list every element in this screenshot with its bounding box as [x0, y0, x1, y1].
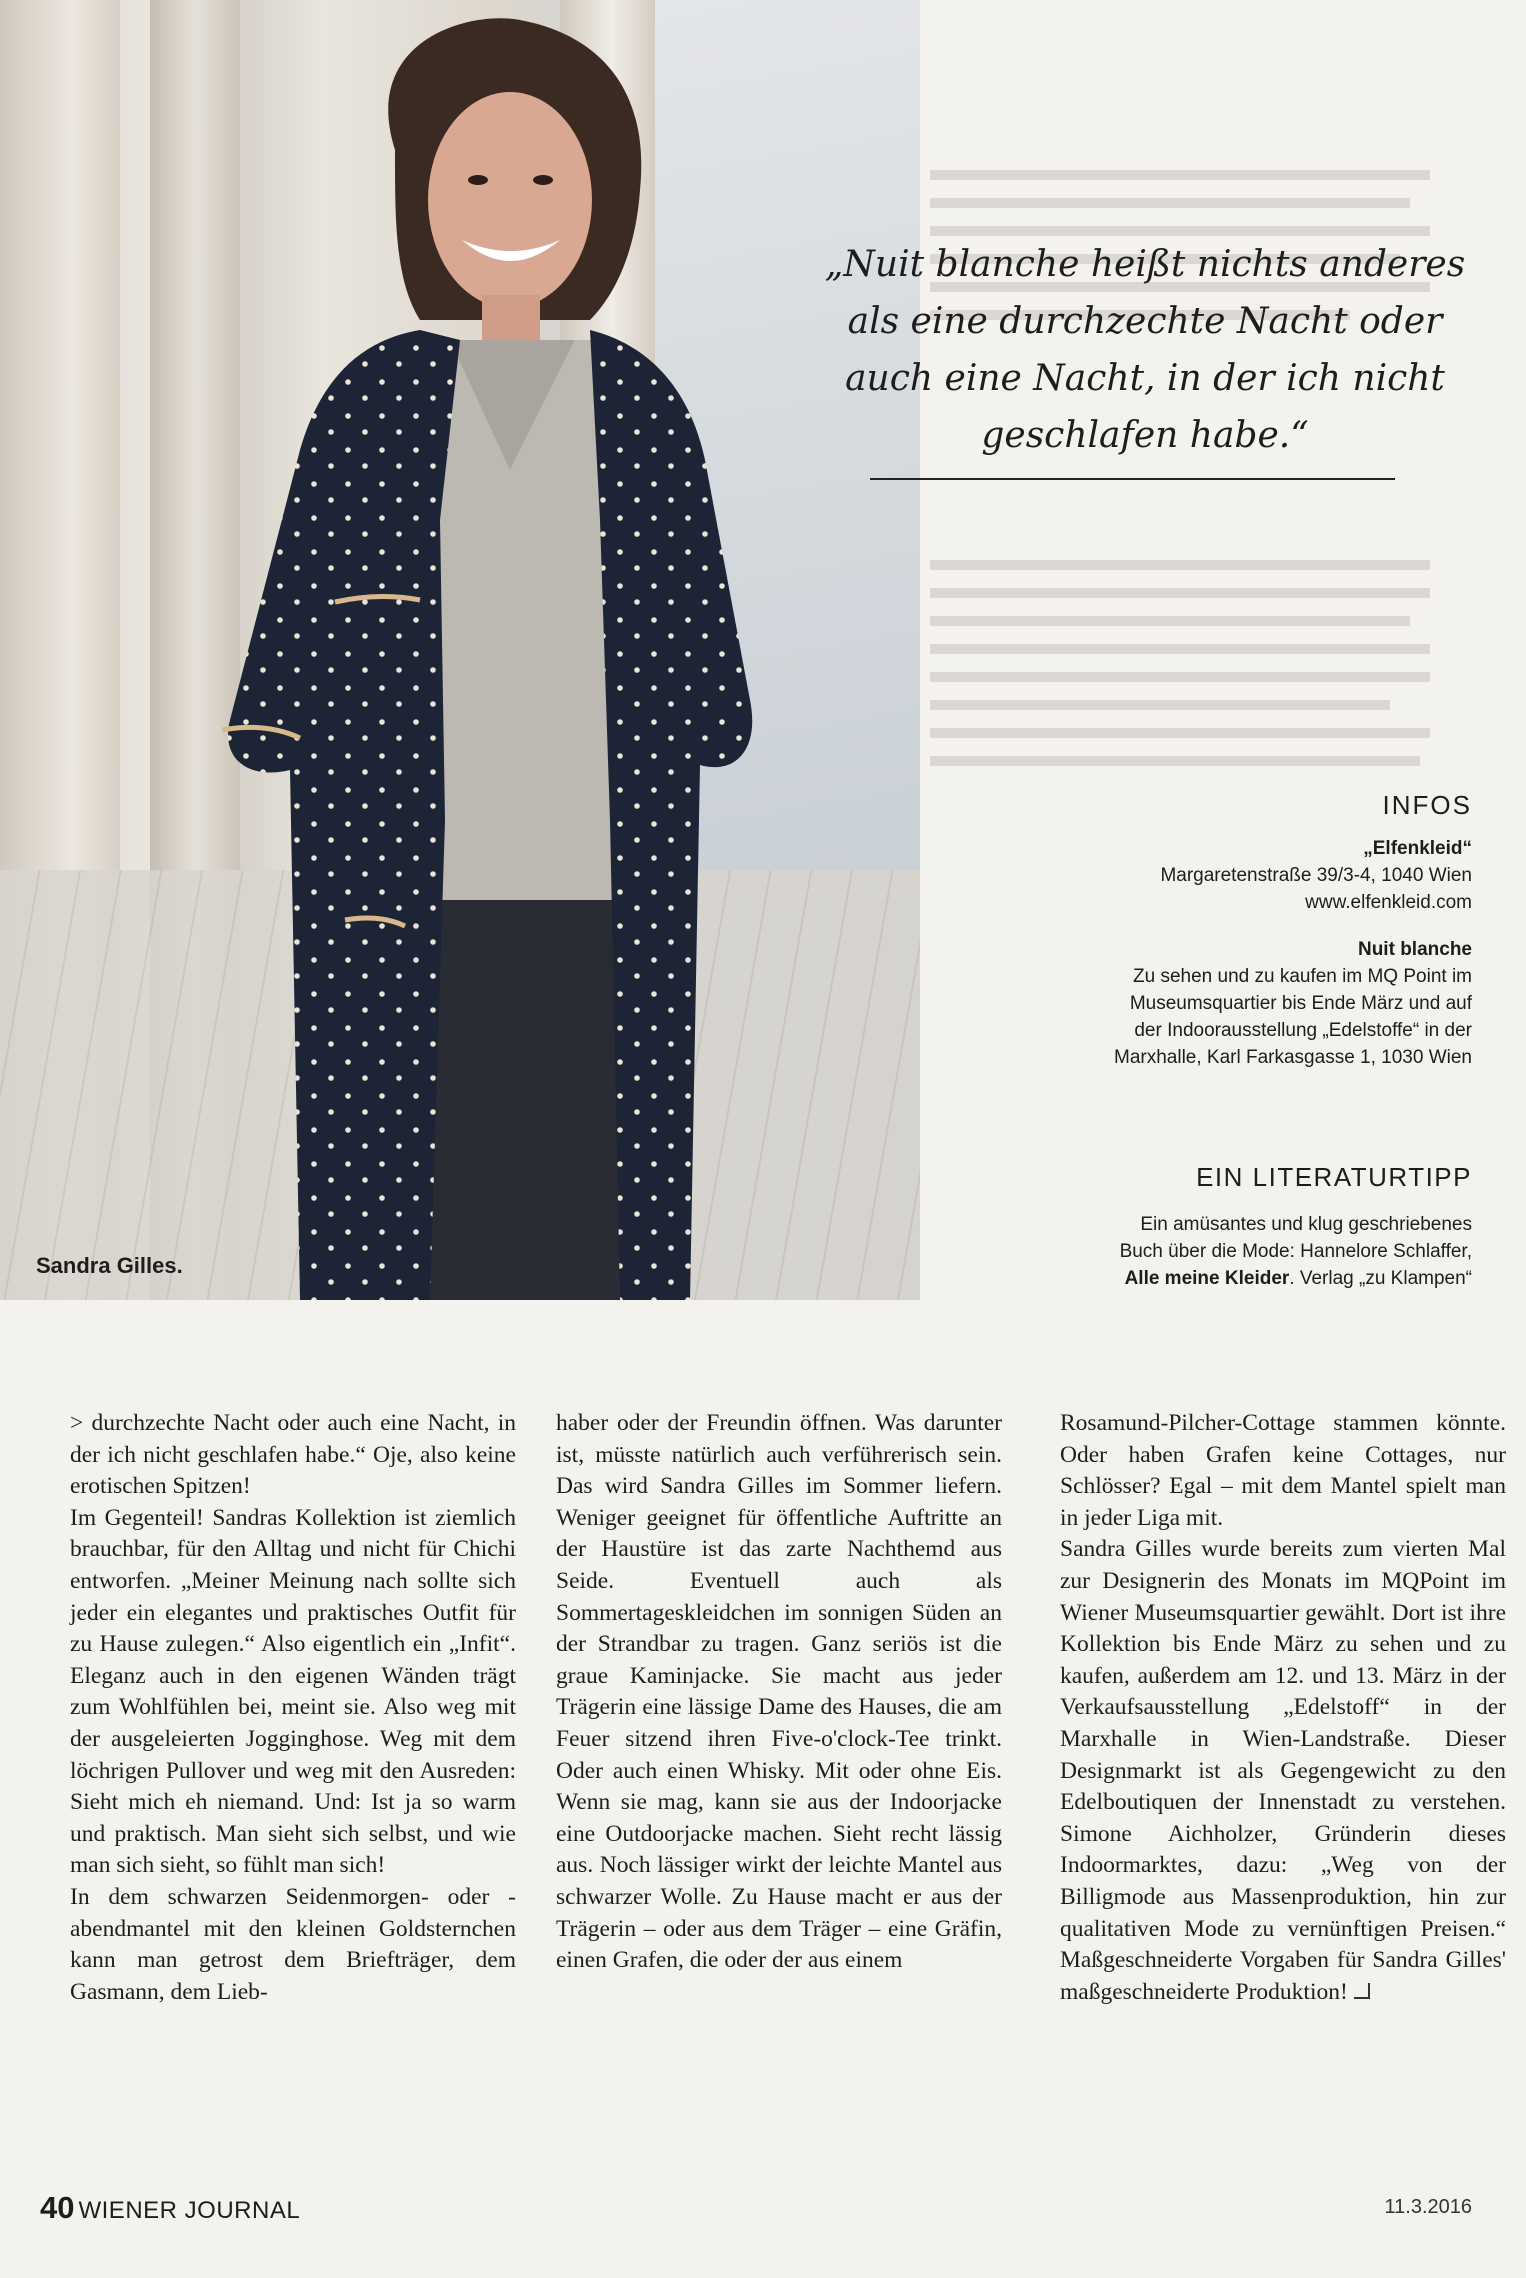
- infos-box: [952, 790, 1472, 1071]
- book-title: Alle meine Kleider: [1124, 1268, 1290, 1289]
- paragraph: Rosamund-Pilcher-Cottage stammen könnte. Oder haben Grafen keine Cottages, nur Schlösser? Egal – mit dem Mantel spielt man in jeder Liga mit.: [1060, 1410, 1506, 1531]
- paragraph-text: Sandra Gilles wurde bereits zum vierten Mal zur Designerin des Monats im MQPoint im Wiener Museumsquartier gewählt. Dort ist ihre Kollektion bis Ende März zu sehen und zu kaufen, außerdem am 12. und 13. März in der Verkaufsausstellung „Edelstoff“ in der Marxhalle in Wien-Landstraße. Dieser Designmarkt ist als Gegengewicht zu den Edelboutiquen der Innenstadt zu verstehen. Simone Aichholzer, Gründerin dieses Indoormarktes, dazu: „Weg von der Billigmode aus Massenproduktion, hin zur qualitativen Mode zu vernünftigen Preisen.“ Maßgeschneiderte Vorgaben für Sandra Gilles' maßgeschneiderte Produktion!: [1060, 1536, 1506, 2005]
- infos-heading: INFOS: [1382, 790, 1472, 820]
- article-column-1: [70, 1408, 516, 2008]
- pull-quote: „Nuit blanche heißt nichts anderes als eine durchzechte Nacht oder auch eine Nacht, in der ich nicht geschlafen habe.“: [824, 244, 1466, 456]
- nuit-blanche-line: Museumsquartier bis Ende März und auf: [1129, 993, 1472, 1014]
- article-column-2: [556, 1408, 1002, 1977]
- portrait-photo: [0, 0, 920, 1300]
- paragraph: haber oder der Freundin öffnen. Was darunter ist, müsste natürlich auch verführerisch sein. Das wird Sandra Gilles im Sommer liefern. Weniger geeignet für öffentliche Auftritte an der Haustüre ist das zarte Nachthemd aus Seide. Eventuell auch als Sommertageskleidchen im sonnigen Süden an der Strandbar zu tragen. Ganz seriös ist die graue Kaminjacke. Sie macht aus jeder Trägerin eine lässige Dame des Hauses, die am Feuer sitzend ihren Five-o'clock-Tee trinkt. Oder auch einen Whisky. Mit oder ohne Eis. Wenn sie mag, kann sie aus der Indoorjacke eine Outdoorjacke machen. Sieht recht lässig aus. Noch lässiger wirkt der leichte Mantel aus schwarzer Wolle. Zu Hause macht er aus der Trägerin – oder aus dem Träger – eine Gräfin, einen Grafen, die oder der aus einem: [556, 1410, 1002, 1974]
- nuit-blanche-line: Zu sehen und zu kaufen im MQ Point im: [1133, 966, 1472, 987]
- magazine-name: WIENER JOURNAL: [78, 2197, 301, 2224]
- paragraph: > durchzechte Nacht oder auch eine Nacht, in der ich nicht geschlafen habe.“ Oje, also keine erotischen Spitzen!: [70, 1410, 516, 1500]
- literature-tip: [912, 1162, 1472, 1292]
- woman-figure: [0, 0, 920, 1300]
- literature-heading: EIN LITERATURTIPP: [1196, 1162, 1472, 1192]
- issue-date: 11.3.2016: [1384, 2196, 1472, 2218]
- page-footer-left: [40, 2190, 300, 2226]
- nuit-blanche-line: der Indoorausstellung „Edelstoffe“ in der: [1134, 1020, 1472, 1041]
- page-number: 40: [40, 2190, 75, 2225]
- paragraph: In dem schwarzen Seidenmorgen- oder -abendmantel mit den kleinen Goldsternchen kann man getrost dem Briefträger, dem Gasmann, dem Lieb-: [70, 1883, 516, 2005]
- shop-name: „Elfenkleid“: [1363, 838, 1472, 859]
- photo-caption: Sandra Gilles.: [36, 1253, 183, 1278]
- paragraph: Im Gegenteil! Sandras Kollektion ist ziemlich brauchbar, für den Alltag und nicht für Chichi entworfen. „Meiner Meinung nach sollte sich jeder ein elegantes und praktisches Outfit für zu Hause zulegen.“ Also eigentlich ein „Infit“. Eleganz auch in den eigenen Wänden trägt zum Wohlfühlen bei, meint sie. Also weg mit der ausgeleierten Jogginghose. Weg mit dem löchrigen Pullover und weg mit den Ausreden: Sieht mich eh niemand. Und: Ist ja so warm und praktisch. Man sieht sich selbst, und wie man sich sieht, so fühlt man sich!: [70, 1504, 516, 1879]
- literature-line: [912, 1265, 1472, 1292]
- quote-divider: [870, 478, 1395, 480]
- nuit-blanche-title: Nuit blanche: [1357, 939, 1472, 960]
- book-publisher: . Verlag „zu Klampen“: [1289, 1268, 1472, 1289]
- nuit-blanche-line: Marxhalle, Karl Farkasgasse 1, 1030 Wien: [1114, 1047, 1472, 1068]
- shop-address: Margaretenstraße 39/3-4, 1040 Wien: [1160, 865, 1472, 886]
- literature-line: Ein amüsantes und klug geschriebenes: [1140, 1214, 1472, 1235]
- end-mark-icon: [1354, 1983, 1370, 1999]
- literature-line: Buch über die Mode: Hannelore Schlaffer,: [1119, 1241, 1472, 1262]
- shop-website: www.elfenkleid.com: [1305, 892, 1472, 913]
- paragraph: [1060, 1534, 1506, 2008]
- article-column-3: [1060, 1408, 1506, 2008]
